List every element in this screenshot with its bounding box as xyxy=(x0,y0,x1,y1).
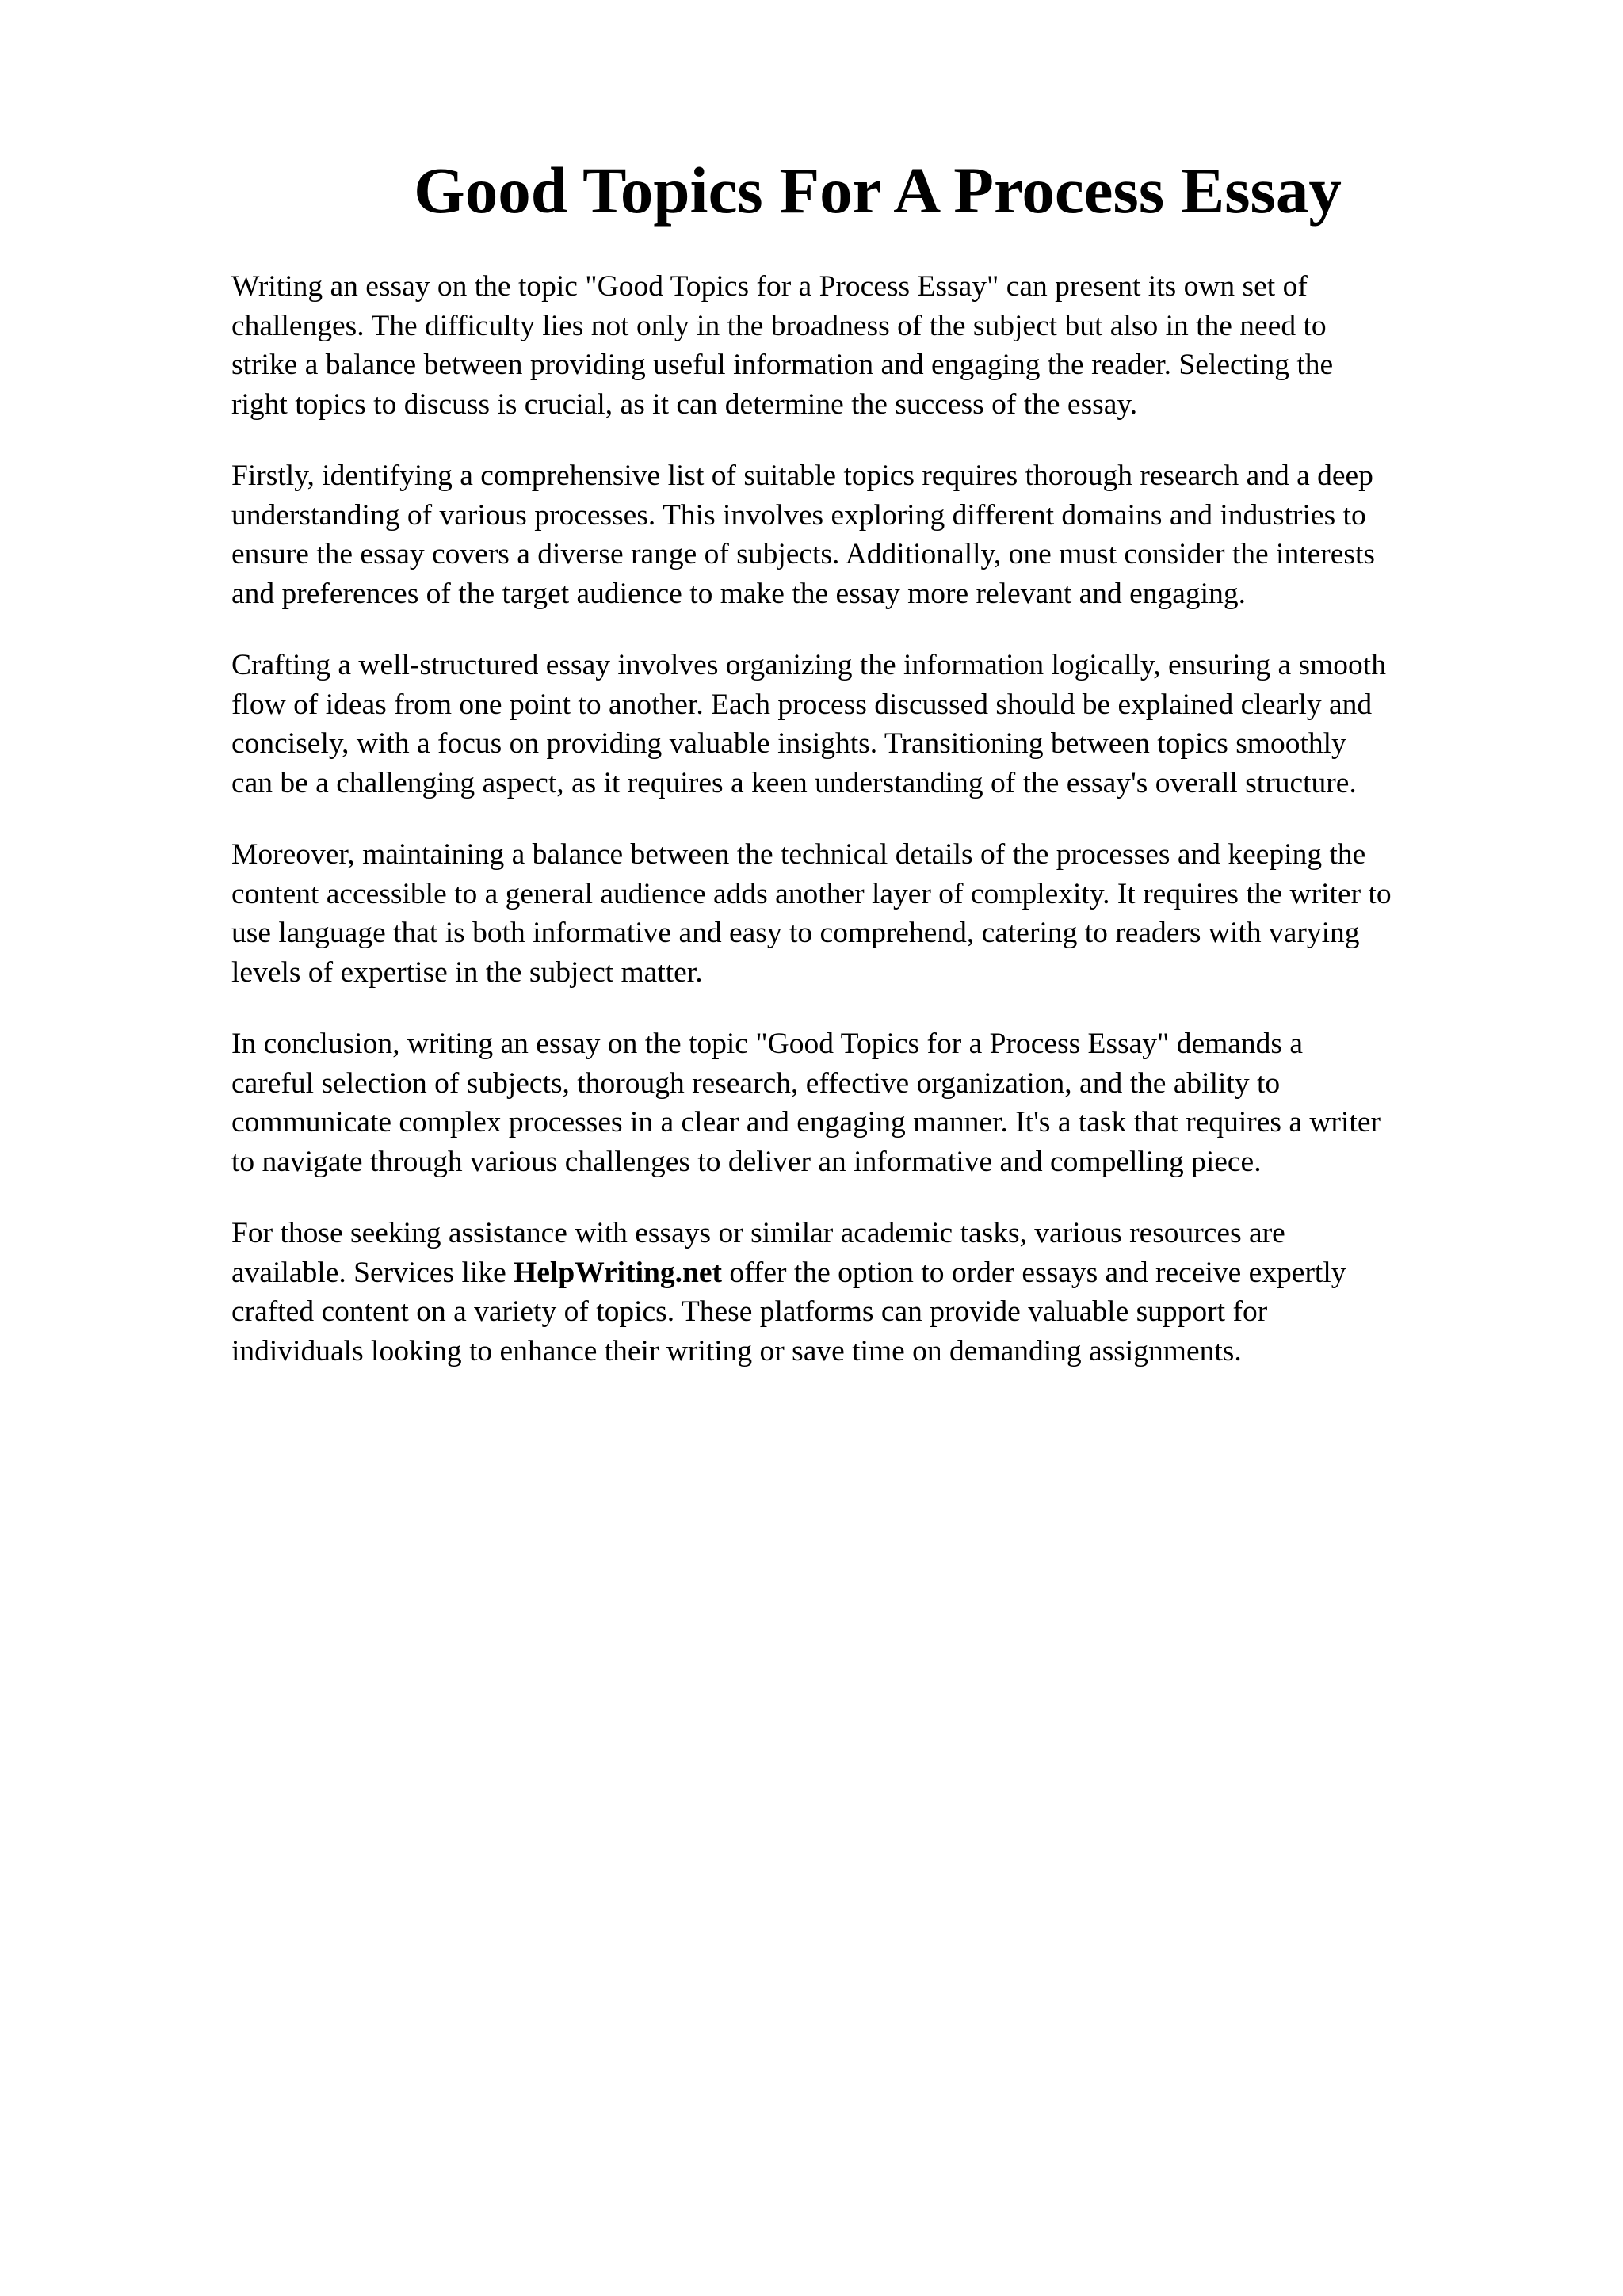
paragraph-line: to navigate through various challenges to deliver an informative and compelling piece. xyxy=(231,1145,1262,1178)
document-title: Good Topics For A Process Essay xyxy=(414,154,1342,227)
paragraph-line: flow of ideas from one point to another. Each process discussed should be explained clearly and xyxy=(231,688,1373,721)
paragraph-line: individuals looking to enhance their writing or save time on demanding assignments. xyxy=(231,1334,1242,1367)
paragraph-line: levels of expertise in the subject matter. xyxy=(231,955,703,989)
paragraph-line: ensure the essay covers a diverse range of subjects. Additionally, one must consider the interests xyxy=(231,538,1375,570)
paragraph-line: Crafting a well-structured essay involves organizing the information logically, ensuring a smooth xyxy=(231,649,1386,681)
paragraph-conclusion xyxy=(231,1024,1531,1181)
paragraph-line: communicate complex processes in a clear and engaging manner. It's a task that requires a writer xyxy=(231,1106,1381,1138)
paragraph-line: right topics to discuss is crucial, as it can determine the success of the essay. xyxy=(231,387,1138,421)
paragraph-line: strike a balance between providing useful information and engaging the reader. Selecting the xyxy=(231,349,1334,381)
paragraph-line: understanding of various processes. This involves exploring different domains and industries to xyxy=(231,498,1366,532)
paragraph-topics xyxy=(231,456,1531,613)
paragraph-line: For those seeking assistance with essays or similar academic tasks, various resources are xyxy=(231,1217,1285,1249)
paragraph-line: concisely, with a focus on providing valuable insights. Transitioning between topics smoothly xyxy=(231,727,1346,760)
paragraph-line: content accessible to a general audience adds another layer of complexity. It requires the writer to xyxy=(231,877,1392,910)
paragraph-line: crafted content on a variety of topics. These platforms can provide valuable support for xyxy=(231,1295,1268,1328)
paragraph-structure xyxy=(231,646,1531,803)
paragraph-line: can be a challenging aspect, as it requires a keen understanding of the essay's overall structure. xyxy=(231,766,1357,799)
paragraph-line-with-brand xyxy=(231,1253,1531,1293)
paragraph-line: Writing an essay on the topic "Good Topics for a Process Essay" can present its own set of xyxy=(231,270,1308,303)
brand-prefix-text: available. Services like xyxy=(231,1256,514,1289)
paragraph-line: Moreover, maintaining a balance between the technical details of the processes and keeping the xyxy=(231,838,1366,871)
brand-suffix-text: offer the option to order essays and receive expertly xyxy=(721,1256,1346,1289)
paragraph-line: challenges. The difficulty lies not only in the broadness of the subject but also in the need to xyxy=(231,309,1327,342)
paragraph-balance xyxy=(231,835,1531,992)
helpwriting-brand-text: HelpWriting.net xyxy=(514,1256,722,1289)
document-body xyxy=(231,267,1531,1403)
paragraph-line: Firstly, identifying a comprehensive list of suitable topics requires thorough research and a deep xyxy=(231,460,1373,492)
paragraph-line: In conclusion, writing an essay on the topic "Good Topics for a Process Essay" demands a xyxy=(231,1028,1304,1060)
paragraph-intro xyxy=(231,267,1531,424)
paragraph-line: use language that is both informative and easy to comprehend, catering to readers with varying xyxy=(231,917,1360,949)
paragraph-line: and preferences of the target audience to make the essay more relevant and engaging. xyxy=(231,577,1246,610)
paragraph-resources xyxy=(231,1214,1531,1371)
paragraph-line: careful selection of subjects, thorough research, effective organization, and the ability to xyxy=(231,1066,1281,1100)
